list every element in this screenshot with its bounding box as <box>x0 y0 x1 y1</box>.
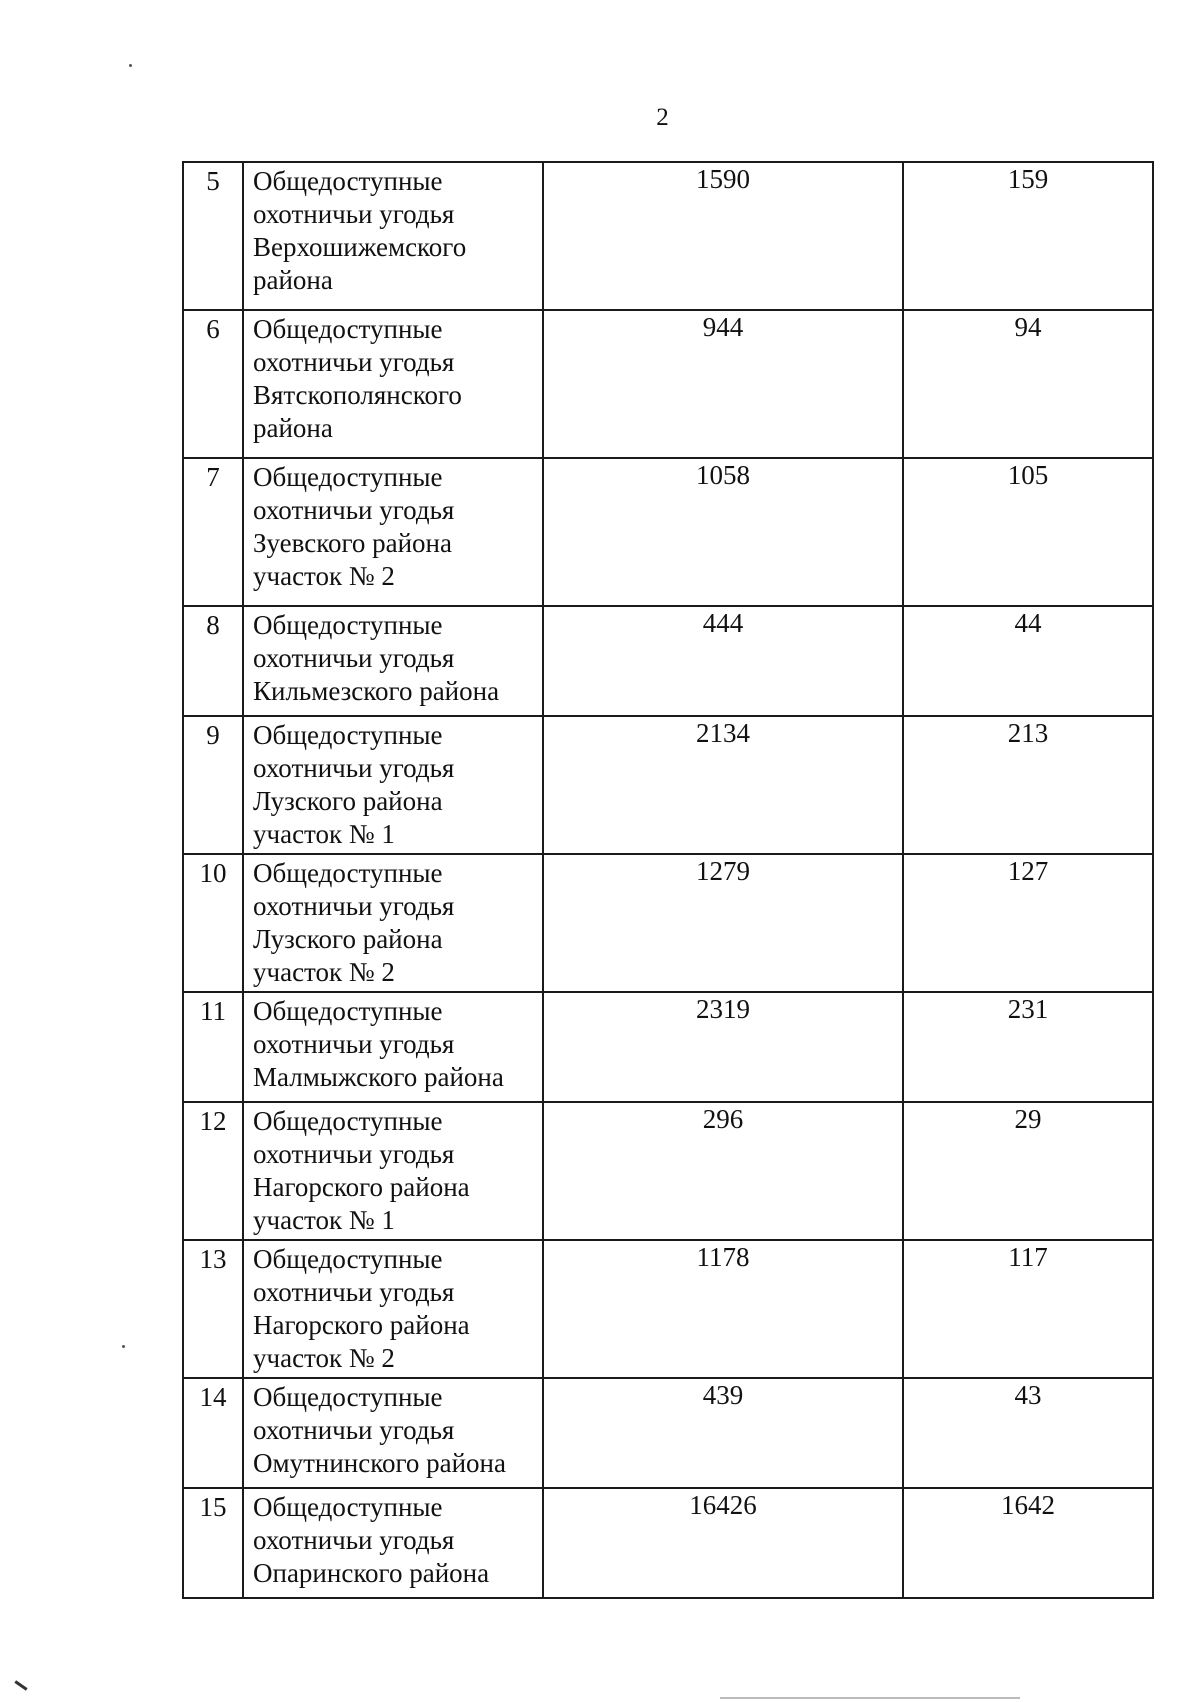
ground-name-cell <box>243 458 543 606</box>
row-number: 11 <box>183 992 243 1102</box>
ground-name-line: Общедоступные <box>253 1244 443 1274</box>
table-row <box>183 854 1153 992</box>
area-value: 2134 <box>543 716 903 854</box>
ground-name-cell <box>243 992 543 1102</box>
ground-name-line: охотничьи угодья <box>253 495 455 525</box>
row-number: 7 <box>183 458 243 606</box>
ground-name-line: Общедоступные <box>253 166 443 196</box>
ground-name-line: охотничьи угодья <box>253 1415 455 1445</box>
ground-name-line: Опаринского района <box>253 1558 490 1588</box>
row-number: 15 <box>183 1488 243 1598</box>
ground-name-line: участок № 1 <box>253 1205 395 1235</box>
ground-name-line: Общедоступные <box>253 858 443 888</box>
ground-name-line: Зуевского района <box>253 528 452 558</box>
area-value: 296 <box>543 1102 903 1240</box>
ground-name-line: охотничьи угодья <box>253 1029 455 1059</box>
ground-name-line: охотничьи угодья <box>253 347 455 377</box>
row-number: 12 <box>183 1102 243 1240</box>
ground-name-cell <box>243 310 543 458</box>
ground-name-line: Кильмезского района <box>253 676 500 706</box>
scan-mark <box>14 1680 27 1690</box>
quota-value: 105 <box>903 458 1153 606</box>
ground-name-line: охотничьи угодья <box>253 753 455 783</box>
ground-name-line: Нагорского района <box>253 1310 470 1340</box>
ground-name-cell <box>243 1378 543 1488</box>
quota-value: 43 <box>903 1378 1153 1488</box>
ground-name-cell <box>243 1102 543 1240</box>
ground-name-line: Общедоступные <box>253 462 443 492</box>
ground-name-line: участок № 1 <box>253 819 395 849</box>
area-value: 2319 <box>543 992 903 1102</box>
table-row <box>183 716 1153 854</box>
area-value: 1279 <box>543 854 903 992</box>
area-value: 1058 <box>543 458 903 606</box>
area-value: 1178 <box>543 1240 903 1378</box>
row-number: 9 <box>183 716 243 854</box>
table-row <box>183 992 1153 1102</box>
quota-value: 117 <box>903 1240 1153 1378</box>
scan-speck <box>129 64 132 67</box>
quota-value: 159 <box>903 162 1153 310</box>
row-number: 5 <box>183 162 243 310</box>
area-value: 944 <box>543 310 903 458</box>
ground-name-line: Лузского района <box>253 924 443 954</box>
ground-name-line: Общедоступные <box>253 1382 443 1412</box>
ground-name-line: района <box>253 413 333 443</box>
quota-value: 231 <box>903 992 1153 1102</box>
area-value: 439 <box>543 1378 903 1488</box>
ground-name-cell <box>243 606 543 716</box>
area-value: 16426 <box>543 1488 903 1598</box>
ground-name-line: охотничьи угодья <box>253 1139 455 1169</box>
row-number: 6 <box>183 310 243 458</box>
quota-value: 1642 <box>903 1488 1153 1598</box>
table-body <box>183 162 1153 1598</box>
ground-name-line: Верхошижемского <box>253 232 467 262</box>
page-number: 2 <box>656 104 669 131</box>
ground-name-line: охотничьи угодья <box>253 891 455 921</box>
hunting-grounds-table <box>182 161 1154 1599</box>
ground-name-cell <box>243 162 543 310</box>
ground-name-line: Лузского района <box>253 786 443 816</box>
ground-name-line: охотничьи угодья <box>253 1525 455 1555</box>
area-value: 444 <box>543 606 903 716</box>
quota-value: 44 <box>903 606 1153 716</box>
ground-name-line: участок № 2 <box>253 561 395 591</box>
ground-name-line: района <box>253 265 333 295</box>
quota-value: 29 <box>903 1102 1153 1240</box>
ground-name-cell <box>243 1240 543 1378</box>
row-number: 14 <box>183 1378 243 1488</box>
ground-name-line: охотничьи угодья <box>253 199 455 229</box>
ground-name-cell <box>243 716 543 854</box>
ground-name-cell <box>243 1488 543 1598</box>
ground-name-line: Вятскополянского <box>253 380 462 410</box>
ground-name-line: Малмыжского района <box>253 1062 504 1092</box>
table-row <box>183 1488 1153 1598</box>
ground-name-line: участок № 2 <box>253 1343 395 1373</box>
ground-name-line: Общедоступные <box>253 610 443 640</box>
scan-speck <box>122 1345 125 1348</box>
table-row <box>183 1378 1153 1488</box>
row-number: 10 <box>183 854 243 992</box>
row-number: 13 <box>183 1240 243 1378</box>
table-row <box>183 310 1153 458</box>
ground-name-line: Омутнинского района <box>253 1448 506 1478</box>
ground-name-line: Общедоступные <box>253 720 443 750</box>
quota-value: 94 <box>903 310 1153 458</box>
ground-name-line: Общедоступные <box>253 1492 443 1522</box>
ground-name-line: охотничьи угодья <box>253 643 455 673</box>
scan-edge-line <box>720 1697 1020 1699</box>
table-row <box>183 458 1153 606</box>
ground-name-line: охотничьи угодья <box>253 1277 455 1307</box>
row-number: 8 <box>183 606 243 716</box>
ground-name-line: Общедоступные <box>253 996 443 1026</box>
quota-value: 213 <box>903 716 1153 854</box>
ground-name-line: Общедоступные <box>253 1106 443 1136</box>
table-row <box>183 1240 1153 1378</box>
table-row <box>183 162 1153 310</box>
ground-name-line: участок № 2 <box>253 957 395 987</box>
quota-value: 127 <box>903 854 1153 992</box>
table-row <box>183 1102 1153 1240</box>
ground-name-line: Нагорского района <box>253 1172 470 1202</box>
area-value: 1590 <box>543 162 903 310</box>
ground-name-line: Общедоступные <box>253 314 443 344</box>
ground-name-cell <box>243 854 543 992</box>
table-row <box>183 606 1153 716</box>
